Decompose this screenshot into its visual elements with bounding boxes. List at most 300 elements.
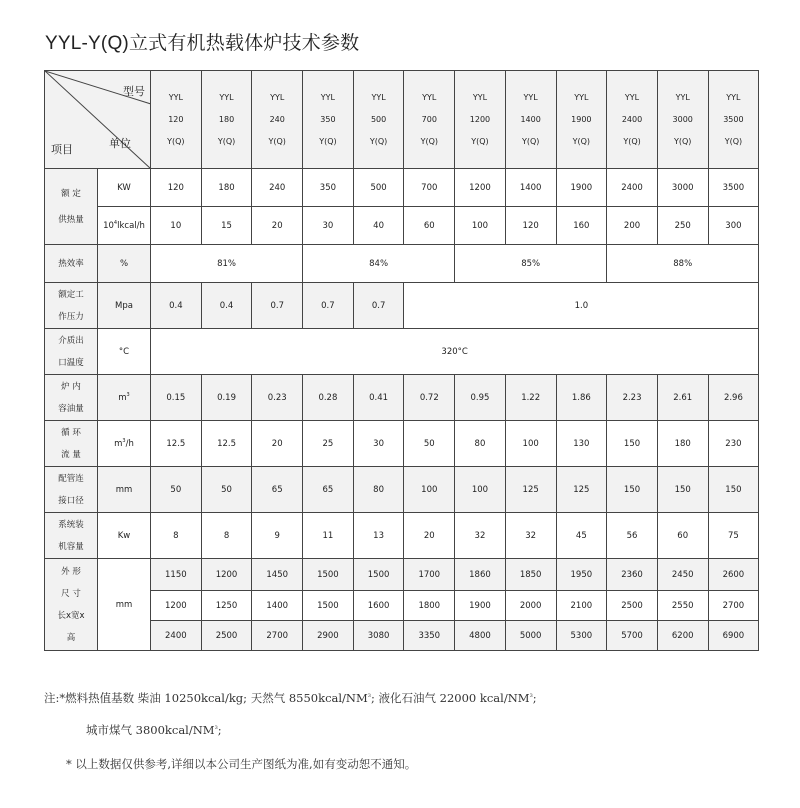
value-text: 100 <box>471 220 489 231</box>
value-merged-cell <box>404 283 759 329</box>
value-text: 25 <box>322 438 334 449</box>
model-line-2: 240 <box>269 114 285 124</box>
value-cell <box>252 513 303 559</box>
unit-cell <box>98 467 151 513</box>
value-cell <box>556 169 607 207</box>
model-header-cell <box>404 71 455 169</box>
value-text: 2500 <box>621 600 643 611</box>
value-cell <box>404 621 455 651</box>
value-cell <box>201 375 252 421</box>
value-text: 240 <box>269 182 286 193</box>
value-text: 1.22 <box>521 392 541 403</box>
unit-text: °C <box>118 346 130 357</box>
value-cell <box>151 591 202 621</box>
value-text: 2100 <box>570 600 593 611</box>
value-cell <box>303 169 354 207</box>
value-text: 1200 <box>215 569 238 580</box>
value-text: 350 <box>319 182 337 193</box>
value-cell <box>201 467 252 513</box>
model-line-2: 700 <box>421 114 437 124</box>
value-text: 230 <box>725 438 742 449</box>
value-cell <box>404 513 455 559</box>
value-text: 20 <box>271 438 283 449</box>
value-text: 56 <box>626 530 638 541</box>
value-text: 1200 <box>469 182 491 193</box>
value-text: 2360 <box>621 569 643 580</box>
value-cell <box>657 621 708 651</box>
value-cell <box>505 207 556 245</box>
unit-cell <box>98 513 151 559</box>
value-text: 180 <box>674 438 691 449</box>
value-cell <box>303 207 354 245</box>
value-merged-cell <box>151 245 303 283</box>
value-text: 2700 <box>266 630 289 641</box>
unit-text: Mpa <box>115 300 133 311</box>
value-cell <box>657 467 708 513</box>
table-row <box>45 375 759 421</box>
value-cell <box>556 421 607 467</box>
model-line-2: 2400 <box>621 114 643 124</box>
value-text: 300 <box>725 220 742 231</box>
value-cell <box>505 513 556 559</box>
row-label-line: 机容量 <box>58 541 84 552</box>
table-row <box>45 245 759 283</box>
value-text: 5700 <box>621 630 643 641</box>
value-text: 100 <box>522 438 539 449</box>
value-cell <box>201 421 252 467</box>
value-cell <box>252 375 303 421</box>
value-cell <box>556 591 607 621</box>
value-cell <box>404 559 455 591</box>
model-line-1: YYL <box>168 92 183 102</box>
model-line-2: 500 <box>370 114 387 124</box>
model-line-1: YYL <box>320 92 336 102</box>
value-cell <box>404 207 455 245</box>
value-text: 1950 <box>570 569 593 580</box>
value-cell <box>252 421 303 467</box>
value-cell <box>252 207 303 245</box>
note-disclaimer: * 以上数据仅供参考,详细以本公司生产图纸为准,如有变动恕不通知。 <box>66 757 417 771</box>
model-line-2: 1200 <box>469 114 491 124</box>
value-cell <box>708 169 759 207</box>
value-merged-cell <box>607 245 759 283</box>
value-text: 160 <box>573 220 590 231</box>
table-row <box>45 283 759 329</box>
value-text: 1900 <box>469 600 491 611</box>
value-cell <box>505 467 556 513</box>
value-cell <box>455 169 506 207</box>
model-line-3: Y(Q) <box>623 136 641 146</box>
row-label-line: 作压力 <box>58 311 84 322</box>
value-cell <box>505 421 556 467</box>
value-text: 12.5 <box>166 438 186 449</box>
value-cell <box>303 513 354 559</box>
value-cell <box>455 467 506 513</box>
row-label: 热效率 <box>58 258 84 269</box>
value-cell <box>303 591 354 621</box>
value-cell <box>353 421 404 467</box>
value-cell <box>353 283 404 329</box>
value-text: 12.5 <box>217 438 236 449</box>
value-cell <box>404 467 455 513</box>
value-cell <box>455 207 506 245</box>
value-text: 0.7 <box>321 300 335 311</box>
value-text: 120 <box>167 182 184 193</box>
value-cell <box>353 169 404 207</box>
value-cell <box>708 621 759 651</box>
unit-text: /h <box>125 438 134 449</box>
model-header-cell <box>505 71 556 169</box>
row-label-line: 额定工 <box>58 289 84 300</box>
model-line-3: Y(Q) <box>471 136 489 146</box>
value-cell <box>404 375 455 421</box>
row-label-line: 供热量 <box>58 214 84 225</box>
row-label-line: 流 量 <box>61 449 81 460</box>
value-cell <box>252 591 303 621</box>
value-text: 65 <box>271 484 283 495</box>
row-label-line: 额 定 <box>61 188 81 199</box>
value-text: 84% <box>369 258 389 269</box>
row-label-line: 配管连 <box>58 473 84 484</box>
label-oil-capacity <box>45 375 98 421</box>
model-header-cell <box>303 71 354 169</box>
value-cell <box>505 169 556 207</box>
value-text: 80 <box>373 484 384 495</box>
value-text: 6900 <box>722 630 745 641</box>
value-text: 500 <box>370 182 387 193</box>
value-cell <box>556 207 607 245</box>
model-line-2: 1400 <box>520 114 541 124</box>
value-text: 5300 <box>570 630 593 641</box>
value-text: 150 <box>623 484 641 495</box>
table-row <box>45 621 759 651</box>
note-fuel-basis: 注:*燃料热值基数 柴油 10250kcal/kg; 天然气 $8550kcal/NM^3$; 液化石油气 22000 kcal/$NM^3$; <box>44 691 537 705</box>
value-cell <box>151 467 202 513</box>
value-text: 40 <box>373 220 384 231</box>
value-text: 30 <box>322 220 334 231</box>
value-text: 2900 <box>317 630 339 641</box>
value-text: 3000 <box>671 182 694 193</box>
value-cell <box>151 621 202 651</box>
value-cell <box>151 559 202 591</box>
unit-cell: $m^3$ <box>98 375 151 421</box>
model-line-1: YYL <box>726 92 741 102</box>
value-cell <box>708 375 759 421</box>
value-cell <box>657 559 708 591</box>
value-text: 81% <box>217 258 236 269</box>
value-cell <box>708 421 759 467</box>
unit-cell <box>98 245 151 283</box>
model-line-3: Y(Q) <box>521 136 540 146</box>
row-label-line: 接口径 <box>58 495 84 506</box>
row-label-line: 尺 寸 <box>61 588 81 599</box>
value-text: 0.28 <box>318 392 338 403</box>
value-text: 5000 <box>519 630 542 641</box>
value-text: 1500 <box>317 569 339 580</box>
value-cell <box>455 591 506 621</box>
value-text: 200 <box>623 220 641 231</box>
value-cell <box>353 591 404 621</box>
table-row <box>45 421 759 467</box>
unit-text: % <box>119 258 129 269</box>
model-line-2: 350 <box>320 114 336 124</box>
value-text: 1860 <box>469 569 491 580</box>
value-cell <box>252 559 303 591</box>
value-cell <box>607 513 658 559</box>
value-cell <box>201 621 252 651</box>
value-text: 2000 <box>519 600 542 611</box>
value-text: 2400 <box>165 630 187 641</box>
value-text: 3500 <box>722 182 745 193</box>
value-text: 0.95 <box>470 392 490 403</box>
table-row <box>45 591 759 621</box>
model-line-1: YYL <box>574 92 589 102</box>
model-line-1: YYL <box>624 92 640 102</box>
value-text: 32 <box>474 530 486 541</box>
value-text: 1900 <box>570 182 593 193</box>
value-text: 1150 <box>165 569 187 580</box>
value-text: 2700 <box>722 600 745 611</box>
value-cell <box>505 621 556 651</box>
value-text: 10 <box>170 220 182 231</box>
value-text: 0.4 <box>219 300 234 311</box>
value-text: 9 <box>274 530 280 541</box>
unit-cell <box>98 559 151 651</box>
unit-cell <box>98 329 151 375</box>
label-pipe-diameter <box>45 467 98 513</box>
unit-text: lkcal/h <box>117 220 145 231</box>
row-label-line: 口温度 <box>58 357 84 368</box>
value-cell <box>303 621 354 651</box>
value-cell <box>353 513 404 559</box>
value-text: 2.96 <box>723 392 743 403</box>
value-cell <box>303 467 354 513</box>
value-text: 75 <box>727 530 739 541</box>
value-cell <box>252 621 303 651</box>
unit-text: Kw <box>117 530 131 541</box>
value-text: 0.41 <box>369 392 389 403</box>
value-text: 0.19 <box>217 392 236 403</box>
value-text: 85% <box>521 258 541 269</box>
model-line-1: YYL <box>270 92 285 102</box>
value-text: 30 <box>373 438 384 449</box>
value-text: 1250 <box>215 600 238 611</box>
value-text: 6200 <box>671 630 694 641</box>
model-line-2: 3500 <box>723 114 744 124</box>
value-text: 1.86 <box>571 392 591 403</box>
model-line-3: Y(Q) <box>369 136 388 146</box>
value-cell <box>303 375 354 421</box>
value-cell <box>151 513 202 559</box>
value-cell <box>455 375 506 421</box>
model-line-1: YYL <box>523 92 538 102</box>
value-text: 2600 <box>722 569 745 580</box>
unit-label: 单位 <box>109 137 131 150</box>
unit-cell: $m^3/h$ <box>98 421 151 467</box>
value-text: 150 <box>725 484 742 495</box>
value-text: 1800 <box>418 600 441 611</box>
value-text: 11 <box>322 530 334 541</box>
value-cell <box>404 591 455 621</box>
table-row <box>45 559 759 591</box>
value-cell <box>151 375 202 421</box>
unit-text: m <box>114 438 123 449</box>
value-cell <box>708 207 759 245</box>
value-cell <box>201 591 252 621</box>
label-system-capacity <box>45 513 98 559</box>
value-text: 20 <box>271 220 283 231</box>
value-text: 0.23 <box>267 392 287 403</box>
value-text: 45 <box>575 530 587 541</box>
value-cell <box>151 421 202 467</box>
value-cell <box>201 207 252 245</box>
value-cell <box>455 421 506 467</box>
value-text: 2450 <box>671 569 694 580</box>
model-line-3: Y(Q) <box>167 136 185 146</box>
value-cell <box>201 283 252 329</box>
value-cell <box>201 513 252 559</box>
value-text: 2400 <box>621 182 643 193</box>
row-label-line: 长x宽x <box>57 610 85 621</box>
value-text: 60 <box>423 220 435 231</box>
value-cell <box>505 591 556 621</box>
value-text: 80 <box>474 438 486 449</box>
value-text: 50 <box>170 484 182 495</box>
value-text: 0.7 <box>371 300 386 311</box>
unit-cell: $10^4lkcal/h$ <box>98 207 151 245</box>
value-text: 8 <box>223 530 230 541</box>
value-cell <box>607 207 658 245</box>
value-text: 1400 <box>519 182 542 193</box>
value-text: 60 <box>677 530 689 541</box>
table-row <box>45 513 759 559</box>
model-line-3: Y(Q) <box>268 136 286 146</box>
unit-cell <box>98 283 151 329</box>
row-label-line: 介质出 <box>58 335 84 346</box>
value-cell <box>556 513 607 559</box>
value-cell <box>353 207 404 245</box>
value-text: 2500 <box>215 630 238 641</box>
value-text: 32 <box>525 530 537 541</box>
model-header-cell <box>657 71 708 169</box>
unit-text: mm <box>115 599 133 610</box>
value-cell <box>607 559 658 591</box>
model-line-2: 3000 <box>672 114 693 124</box>
value-text: 15 <box>221 220 232 231</box>
table-row <box>45 207 759 245</box>
value-text: 2.61 <box>673 392 693 403</box>
value-text: 20 <box>423 530 435 541</box>
value-text: 0.4 <box>169 300 183 311</box>
value-cell <box>201 559 252 591</box>
value-text: 1700 <box>418 569 441 580</box>
row-label-line: 炉 内 <box>61 381 81 392</box>
model-label: 型号 <box>123 85 145 98</box>
value-cell <box>353 375 404 421</box>
unit-text: m <box>118 392 127 403</box>
model-line-3: Y(Q) <box>319 136 337 146</box>
model-header-cell <box>556 71 607 169</box>
value-cell <box>404 169 455 207</box>
value-text: 100 <box>471 484 489 495</box>
value-text: 3350 <box>418 630 441 641</box>
unit-text: 10 <box>103 220 114 231</box>
model-line-1: YYL <box>422 92 437 102</box>
label-dimensions <box>45 559 98 651</box>
value-text: 1.0 <box>574 300 589 311</box>
value-cell <box>556 467 607 513</box>
model-header-cell <box>708 71 759 169</box>
value-cell <box>505 559 556 591</box>
row-label-line: 循 环 <box>61 427 81 438</box>
value-cell <box>455 621 506 651</box>
value-text: 125 <box>522 484 539 495</box>
value-cell <box>708 559 759 591</box>
value-text: 1500 <box>317 600 339 611</box>
value-cell <box>657 207 708 245</box>
item-label: 项目 <box>51 143 73 156</box>
model-line-2: 120 <box>168 114 184 124</box>
model-header-cell <box>151 71 202 169</box>
value-cell <box>151 169 202 207</box>
value-cell <box>556 375 607 421</box>
spec-table <box>44 70 759 651</box>
value-merged-cell <box>303 245 455 283</box>
model-header-cell <box>455 71 506 169</box>
value-text: 8 <box>173 530 179 541</box>
model-line-3: Y(Q) <box>420 136 438 146</box>
value-text: 1850 <box>519 569 542 580</box>
table-row <box>45 169 759 207</box>
value-cell <box>303 283 354 329</box>
value-text: 1450 <box>266 569 289 580</box>
value-text: 180 <box>218 182 235 193</box>
label-efficiency <box>45 245 98 283</box>
value-cell <box>303 559 354 591</box>
value-text: 1500 <box>367 569 390 580</box>
value-text: 130 <box>573 438 590 449</box>
value-text: 320°C <box>441 346 468 357</box>
model-line-2: 180 <box>218 114 235 124</box>
value-cell <box>455 559 506 591</box>
value-cell <box>505 375 556 421</box>
label-circulation <box>45 421 98 467</box>
value-text: 125 <box>573 484 590 495</box>
value-cell <box>607 169 658 207</box>
value-text: 0.7 <box>270 300 284 311</box>
model-line-1: YYL <box>371 92 386 102</box>
unit-cell <box>98 169 151 207</box>
value-text: 100 <box>421 484 438 495</box>
label-pressure <box>45 283 98 329</box>
value-cell <box>657 375 708 421</box>
value-text: 2.23 <box>622 392 642 403</box>
value-cell <box>252 283 303 329</box>
value-cell <box>252 467 303 513</box>
row-label-line: 高 <box>66 632 76 643</box>
value-text: 4800 <box>469 630 491 641</box>
value-cell <box>607 421 658 467</box>
table-row <box>45 71 759 169</box>
value-text: 0.15 <box>166 392 186 403</box>
model-header-cell <box>201 71 252 169</box>
value-cell <box>151 207 202 245</box>
value-text: 1600 <box>367 600 390 611</box>
value-cell <box>556 621 607 651</box>
value-cell <box>303 421 354 467</box>
model-line-2: 1900 <box>571 114 592 124</box>
value-cell <box>657 513 708 559</box>
